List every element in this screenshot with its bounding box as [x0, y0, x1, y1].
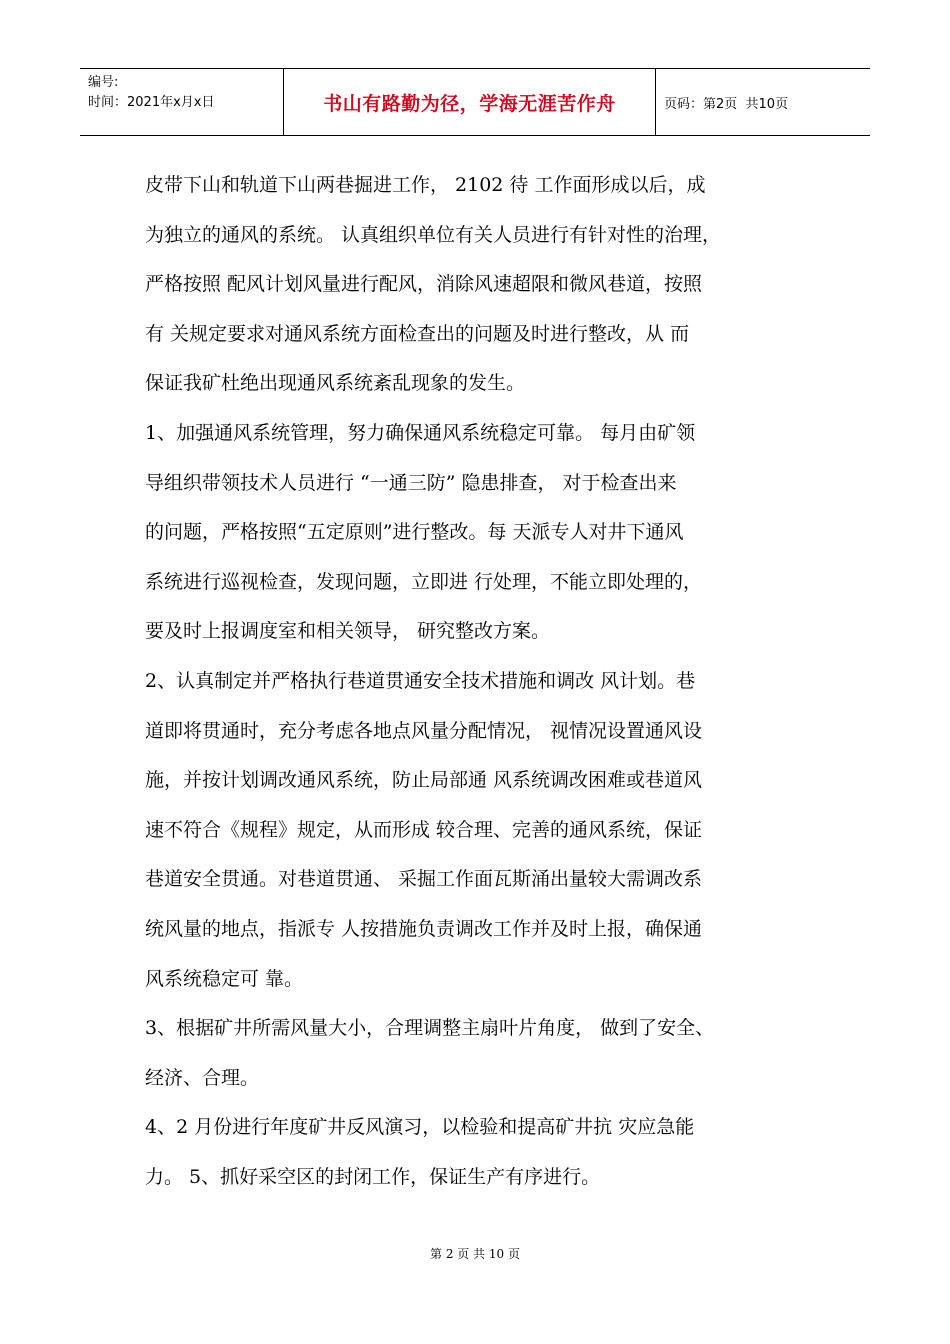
body-line: 导组织带领技术人员进行 “一通三防” 隐患排查， 对于检查出来 — [145, 471, 677, 494]
body-line: 1、加强通风系统管理，努力确保通风系统稳定可靠。 每月由矿领 — [145, 421, 696, 444]
body-line: 4、2 月份进行年度矿井反风演习，以检验和提高矿井抗 灾应急能 — [145, 1116, 695, 1139]
document-time-label: 时间：2021年x月x日 — [88, 95, 215, 110]
body-line: 2、认真制定并严格执行巷道贯通安全技术措施和调改 风计划。巷 — [145, 669, 696, 692]
body-line: 道即将贯通时，充分考虑各地点风量分配情况， 视情况设置通风设 — [145, 719, 703, 742]
body-line: 3、根据矿井所需风量大小，合理调整主扇叶片角度， 做到了安全、 — [145, 1017, 715, 1040]
document-body — [145, 161, 817, 1202]
page-footer: 第 2 页 共 10 页 — [430, 1247, 520, 1261]
body-line: 保证我矿杜绝出现通风系统紊乱现象的发生。 — [145, 372, 526, 395]
header-page-cell — [656, 69, 870, 135]
body-line: 皮带下山和轨道下山两巷掘进工作， 2102 待 工作面形成以后，成 — [145, 174, 706, 196]
body-line: 的问题，严格按照“五定原则”进行整改。每 天派专人对井下通风 — [145, 521, 684, 544]
body-line: 巷道安全贯通。对巷道贯通、 采掘工作面瓦斯涌出量较大需调改系 — [145, 868, 703, 891]
body-line: 有 关规定要求对通风系统方面检查出的问题及时进行整改，从 而 — [145, 322, 690, 345]
header-page-number: 页码：第2页 共10页 — [664, 96, 789, 112]
body-line: 施，并按计划调改通风系统，防止局部通 风系统调改困难或巷道风 — [145, 769, 703, 792]
body-line: 经济、合理。 — [145, 1066, 260, 1089]
body-line: 统风量的地点，指派专 人按措施负责调改工作并及时上报，确保通 — [145, 917, 703, 940]
body-line: 速不符合《规程》规定，从而形成 较合理、完善的通风系统，保证 — [145, 818, 703, 841]
body-line: 为独立的通风的系统。 认真组织单位有关人员进行有针对性的治理， — [145, 223, 722, 246]
body-line: 力。 5、抓好采空区的封闭工作，保证生产有序进行。 — [145, 1165, 601, 1188]
body-line: 系统进行巡视检查，发现问题，立即进 行处理，不能立即处理的， — [145, 570, 703, 593]
header-motto: 书山有路勤为径，学海无涯苦作舟 — [284, 69, 656, 135]
body-line: 风系统稳定可 靠。 — [145, 967, 304, 990]
header-info-cell — [80, 69, 284, 135]
body-line: 严格按照 配风计划风量进行配风，消除风速超限和微风巷道，按照 — [145, 273, 703, 296]
page-header — [80, 68, 870, 136]
body-line: 要及时上报调度室和相关领导， 研究整改方案。 — [145, 620, 551, 643]
document-number-label: 编号: — [88, 75, 119, 90]
